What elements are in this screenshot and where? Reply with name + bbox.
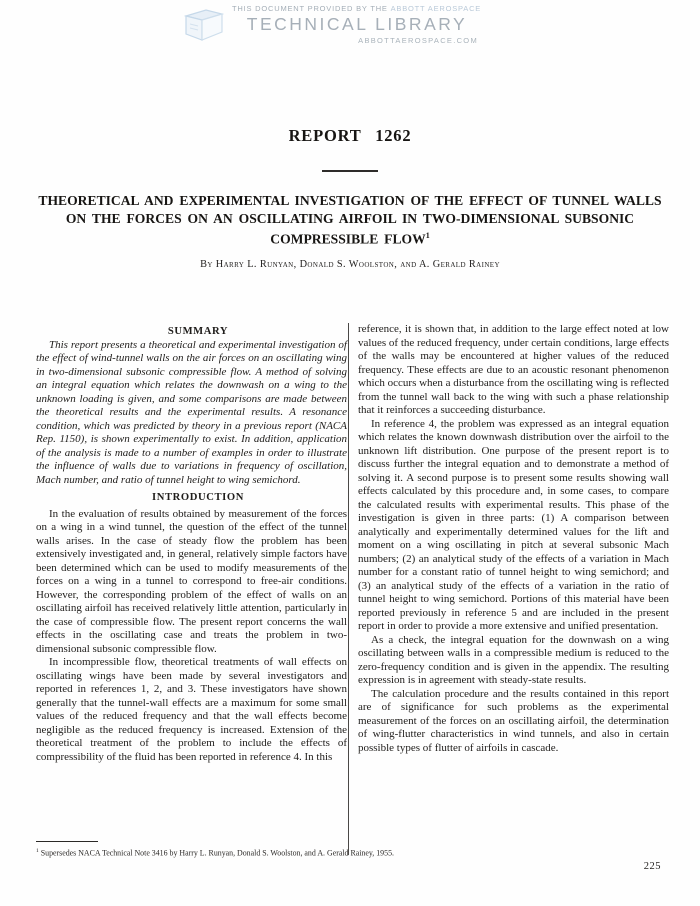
intro-paragraph-2: In incompressible flow, theoretical treatments of wall effects on oscillating wings have been made by several investigators and reported in references 1, 2, and 3. These investigators have shown generally that the tunnel-wall effects are a maximum for some small values of the reduced frequency and that the wall effects become negligible as the reduced frequency is increased. Extension of the theoretical treatment of the problem to include the effects of compressibility of the fluid has been reported in reference 4. In this	[36, 656, 347, 763]
page-number: 225	[643, 861, 661, 872]
title-divider-rule	[322, 170, 378, 172]
summary-heading: SUMMARY	[167, 326, 229, 337]
watermark-site-url: ABBOTTAEROSPACE.COM	[358, 36, 478, 45]
right-column	[358, 323, 669, 857]
footnote-text: Supersedes NACA Technical Note 3416 by Harry L. Runyan, Donald S. Woolston, and A. Gerald Rainey, 1955.	[40, 848, 394, 858]
footnote	[36, 846, 576, 859]
summary-paragraph: This report presents a theoretical and experimental investigation of the effect of wind-tunnel walls on the air forces on an oscillating wing in two-dimensional subsonic compressible flow. A method of solving an integral equation which relates the downwash on a wing to the unknown loading is given, and some comparisons are made between the theoretical results and the experimental results. A resonance condition, which was predicted by theory in a previous report (NACA Rep. 1150), is shown experimentally to exist. In addition, application of the analysis is made to a number of examples in order to illustrate the influence of walls due to variations in frequency of oscillation, Mach number, and ratio of tunnel height to wing semichord.	[36, 338, 347, 486]
intro-paragraph-1: In the evaluation of results obtained by measurement of the forces on a wing in a wind tunnel, the question of the effect of the tunnel walls arises. In the case of steady flow the problem has been extensively investigated and, in general, relatively simple factors have been determined which can be used to modify measurements of the forces on a wing in a tunnel to correspond to free-air conditions. However, the corresponding problem of the effect of walls on an oscillating airfoil has received relatively little attention, particularly in the case of compressible flow. The present report concerns the wall effects in the oscillating case and treats the problem in two-dimensional subsonic compressible flow.	[36, 507, 347, 655]
watermark-text-block	[232, 4, 482, 45]
watermark-library-title: TECHNICAL LIBRARY	[246, 14, 468, 34]
title-footnote-ref: 1	[425, 231, 430, 240]
watermark-provided-prefix: THIS DOCUMENT PROVIDED BY THE	[232, 4, 388, 13]
left-column	[36, 325, 347, 855]
watermark-brand: ABBOTT AEROSPACE	[390, 4, 482, 13]
watermark-header	[176, 4, 482, 46]
abbott-aerospace-logo-icon	[176, 4, 230, 46]
byline: By Harry L. Runyan, Donald S. Woolston, and A. Gerald Rainey	[200, 259, 500, 270]
report-title	[28, 192, 672, 248]
body-paragraph-3: As a check, the integral equation for the downwash on a wing oscillating between walls in a compressible medium is reduced to the zero-frequency condition and is given in the appendix. The resulting expression is in agreement with steady-state results.	[358, 633, 669, 686]
body-paragraph-2: In reference 4, the problem was expressed as an integral equation which relates the known downwash distribution over the airfoil to the unknown lift distribution. One purpose of the present report is to discuss further the integral equation and to demonstrate a method of solving it. A second purpose is to present some results showing wall effects calculated by this procedure and, in some cases, to compare the calculated results with experimental results. This phase of the investigation is given in three parts: (1) A comparison between analytically and experimentally determined values for the lift and moment on a wing oscillating in pitch at several subsonic Mach numbers; (2) an analytical study of the effects of a variation in Mach number for a constant ratio of tunnel height to wing semichord; and (3) an analytical study of the effects of a variation in the ratio of tunnel height to wing semichord. Portions of this material have been reported previously in reference 5 and are included in the present report in order to provide a more extensive and unified presentation.	[358, 417, 669, 632]
introduction-heading: INTRODUCTION	[152, 492, 244, 503]
body-paragraph-continuation: reference, it is shown that, in addition to the large effect noted at low values of the reduced frequency, under certain conditions, large effects of the walls may be encountered at higher values of the reduced frequency. These effects are due to an acoustic resonant phenomenon which occurs when a disturbance from the oscillating wing is reflected from the tunnel wall back to the wing with such a phase relationship that it reinforces a succeeding disturbance.	[358, 323, 669, 416]
footnote-separator-rule	[36, 841, 98, 842]
watermark-provided-line	[232, 4, 482, 13]
report-number-heading: REPORT 1262	[288, 126, 412, 145]
column-divider-rule	[348, 323, 349, 855]
report-title-text: THEORETICAL AND EXPERIMENTAL INVESTIGATION OF THE EFFECT OF TUNNEL WALLS ON THE FORCES ON AN OSCILLATING AIRFOIL IN TWO-DIMENSIONAL SUBSONIC COMPRESSIBLE FLOW	[38, 193, 662, 247]
footnote-marker: 1	[36, 848, 39, 854]
body-paragraph-4: The calculation procedure and the results contained in this report are of significance for such problems as the experimental measurement of the forces on an oscillating airfoil, the determination of wing-flutter characteristics in wind tunnels, and also in certain possible types of flutter of airfoils in cascade.	[358, 687, 669, 754]
